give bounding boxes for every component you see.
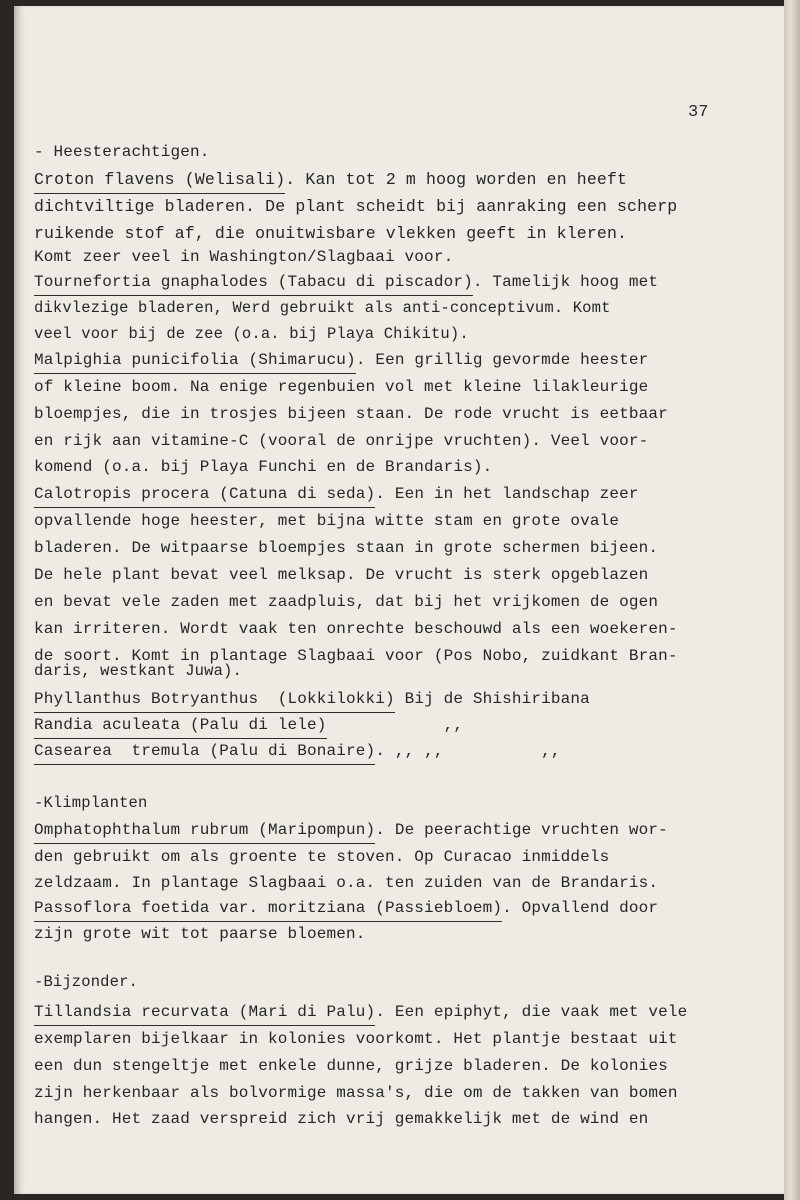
page-number: 37	[688, 103, 709, 122]
text-line: Passoflora foetida var. moritziana (Passiebloem) . Opvallend door	[34, 898, 658, 918]
text-line: Tillandsia recurvata (Mari di Palu) . Een epiphyt, die vaak met vele	[34, 1002, 687, 1022]
text-line: Omphatophthalum rubrum (Maripompun) . De peerachtige vruchten wor-	[34, 820, 668, 840]
text-line: opvallende hoge heester, met bijna witte stam en grote ovale	[34, 512, 620, 530]
section-heading: - Heesterachtigen.	[34, 143, 210, 161]
text-line: exemplaren bijelkaar in kolonies voorkomt. Het plantje bestaat uit	[34, 1030, 678, 1048]
text-line: of kleine boom. Na enige regenbuien vol met kleine lilakleurige	[34, 378, 649, 396]
text-line: hangen. Het zaad verspreid zich vrij gemakkelijk met de wind en	[34, 1110, 649, 1128]
text-line: De hele plant bevat veel melksap. De vrucht is sterk opgeblazen	[34, 566, 649, 584]
text-line: Casearea tremula (Palu di Bonaire) . ,, ,, ,,	[34, 741, 561, 761]
text-line: Randia aculeata (Palu di lele) ,,	[34, 715, 463, 735]
text-line: en bevat vele zaden met zaadpluis, dat bij het vrijkomen de ogen	[34, 593, 659, 611]
text-line: kan irriteren. Wordt vaak ten onrechte beschouwd als een woekeren-	[34, 620, 678, 638]
text-line: Malpighia punicifolia (Shimarucu) . Een grillig gevormde heester	[34, 350, 648, 370]
text-line: den gebruikt om als groente te stoven. Op Curacao inmiddels	[34, 848, 610, 866]
text-line: Phyllanthus Botryanthus (Lokkilokki) Bij de Shishiribana	[34, 689, 590, 709]
text-line: een dun stengeltje met enkele dunne, grijze bladeren. De kolonies	[34, 1057, 668, 1075]
species-name: Croton flavens (Welisali)	[34, 170, 285, 190]
text-line: veel voor bij de zee (o.a. bij Playa Chikitu).	[34, 325, 469, 343]
text-line: bloempjes, die in trosjes bijeen staan. De rode vrucht is eetbaar	[34, 405, 668, 423]
text-line: zeldzaam. In plantage Slagbaai o.a. ten zuiden van de Brandaris.	[34, 874, 659, 892]
species-name: Tournefortia gnaphalodes (Tabacu di piscador)	[34, 272, 473, 292]
text-line: Komt zeer veel in Washington/Slagbaai voor.	[34, 248, 454, 266]
section-heading: -Bijzonder.	[34, 973, 138, 991]
species-name: Omphatophthalum rubrum (Maripompun)	[34, 820, 375, 840]
species-name: Calotropis procera (Catuna di seda)	[34, 484, 375, 504]
text-line: ruikende stof af, die onuitwisbare vlekken geeft in kleren.	[34, 224, 628, 243]
text-line: de soort. Komt in plantage Slagbaai voor (Pos Nobo, zuidkant Bran-	[34, 647, 678, 665]
text-line: dichtviltige bladeren. De plant scheidt bij aanraking een scherp	[34, 197, 678, 216]
text-line: zijn grote wit tot paarse bloemen.	[34, 925, 366, 943]
species-name: Tillandsia recurvata (Mari di Palu)	[34, 1002, 375, 1022]
text-line: bladeren. De witpaarse bloempjes staan in grote schermen bijeen.	[34, 539, 659, 557]
species-name: Randia aculeata (Palu di lele)	[34, 715, 327, 735]
text-line: komend (o.a. bij Playa Funchi en de Brandaris).	[34, 458, 493, 476]
text-line: Croton flavens (Welisali) . Kan tot 2 m hoog worden en heeft	[34, 170, 627, 190]
section-heading: -Klimplanten	[34, 794, 148, 812]
species-name: Casearea tremula (Palu di Bonaire)	[34, 741, 375, 761]
text-line: zijn herkenbaar als bolvormige massa's, die om de takken van bomen	[34, 1084, 678, 1102]
page-edge	[784, 0, 800, 1200]
text-line: Calotropis procera (Catuna di seda) . Een in het landschap zeer	[34, 484, 639, 504]
text-line: en rijk aan vitamine-C (vooral de onrijpe vruchten). Veel voor-	[34, 432, 649, 450]
text-line: dikvlezige bladeren, Werd gebruikt als anti-conceptivum. Komt	[34, 299, 611, 317]
species-name: Passoflora foetida var. moritziana (Passiebloem)	[34, 898, 502, 918]
species-name: Malpighia punicifolia (Shimarucu)	[34, 350, 356, 370]
text-line: daris, westkant Juwa).	[34, 662, 242, 680]
species-name: Phyllanthus Botryanthus (Lokkilokki)	[34, 689, 395, 709]
text-line: Tournefortia gnaphalodes (Tabacu di piscador) . Tamelijk hoog met	[34, 272, 658, 292]
